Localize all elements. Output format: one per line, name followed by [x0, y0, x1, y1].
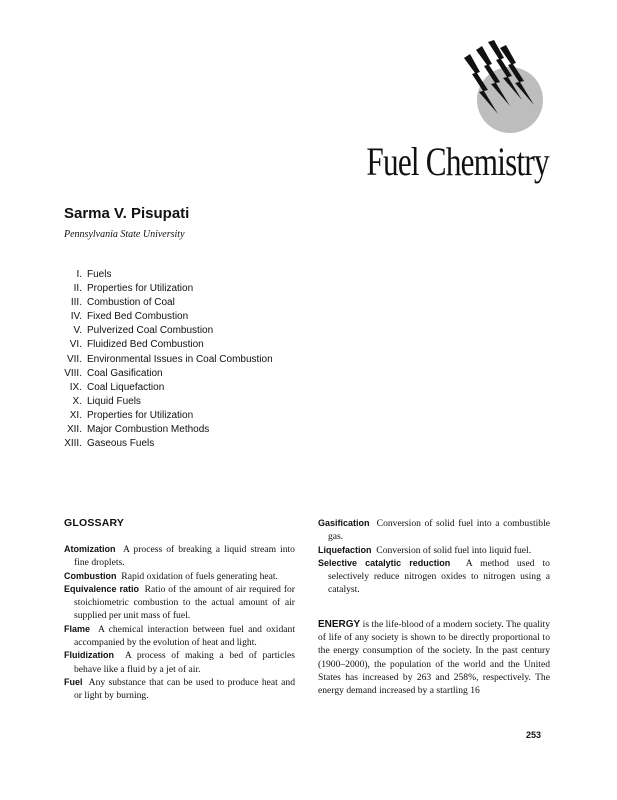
toc-item-label: Fuels [87, 269, 112, 280]
toc-item-label: Pulverized Coal Combustion [87, 325, 214, 337]
glossary-definition: Conversion of solid fuel into a combustible gas. [328, 518, 550, 543]
glossary-term: Atomization [64, 544, 116, 554]
chapter-title: Fuel Chemistry [366, 139, 549, 184]
toc-item-label: Coal Liquefaction [87, 381, 165, 393]
toc-item-number: IX. [69, 381, 82, 393]
toc-item-number: V. [73, 325, 82, 337]
glossary-entry [318, 517, 550, 544]
toc-item[interactable] [60, 310, 273, 324]
toc-item[interactable] [60, 423, 273, 437]
toc-item-label: Fixed Bed Combustion [87, 311, 189, 323]
toc-item-number: IV. [70, 311, 82, 323]
toc-item-number: XII. [66, 424, 82, 436]
glossary-entry [64, 543, 295, 570]
glossary-column-left [64, 543, 295, 703]
glossary-definition: Any substance that can be used to produce heat and or light by burning. [74, 676, 295, 702]
glossary-term: Flame [64, 623, 91, 634]
toc-item[interactable] [60, 381, 273, 395]
glossary-entry [64, 649, 295, 676]
toc-item-label: Coal Gasification [87, 367, 163, 379]
glossary-term: Fluidization [64, 650, 114, 661]
toc-item-label: Liquid Fuels [87, 395, 141, 407]
glossary-definition: Conversion of solid fuel into liquid fuel. [376, 544, 532, 556]
glossary-heading: GLOSSARY [64, 517, 125, 529]
toc-item[interactable] [60, 296, 273, 310]
toc-item-number: X. [72, 395, 82, 407]
toc-item-label: Fluidized Bed Combustion [87, 339, 204, 351]
glossary-definition: Ratio of the amount of air required for stoichiometric combustion to the actual amount of air supplied per unit mass of fuel. [74, 583, 296, 622]
toc-item-number: XIII. [64, 438, 82, 450]
toc-item-number: XI. [69, 409, 82, 421]
toc-item[interactable] [60, 437, 273, 451]
intro-text: is the life-blood of a modern society. The quality of life of any society is shown to be directly proportional to the energy consumption of the society. In the past century (1900–2000), the population of the world and the United States has increased by 263 and 258%, respectively. The energy demand increased by a startling 16 [318, 618, 550, 697]
glossary-entry [318, 544, 550, 557]
glossary-term: Fuel [64, 676, 83, 687]
toc-item-label: Gaseous Fuels [87, 438, 155, 450]
author-affiliation: Pennsylvania State University [64, 229, 185, 240]
glossary-definition: Rapid oxidation of fuels generating heat. [121, 570, 278, 582]
lightning-bolts-icon [462, 40, 552, 135]
glossary-definition: A chemical interaction between fuel and oxidant accompanied by the evolution of heat and light. [74, 623, 295, 649]
glossary-definition: A process of breaking a liquid stream into fine droplets. [74, 544, 295, 569]
intro-paragraph [318, 618, 550, 698]
toc-item-label: Combustion of Coal [87, 297, 175, 309]
glossary-entry [64, 623, 295, 650]
glossary-definition: A method used to selectively reduce nitrogen oxides to nitrogen using a catalyst. [328, 557, 550, 596]
toc-item-number: I. [76, 269, 82, 280]
toc-item-number: VII. [66, 353, 82, 365]
table-of-contents [60, 268, 273, 451]
glossary-entry [64, 583, 295, 623]
glossary-entry [318, 557, 550, 597]
toc-item-label: Properties for Utilization [87, 283, 194, 295]
glossary-entry [64, 570, 295, 583]
glossary-column-right [318, 517, 550, 698]
toc-item-number: III. [70, 297, 82, 309]
glossary-definition: A process of making a bed of particles behave like a fluid by a jet of air. [74, 650, 295, 675]
toc-item[interactable] [60, 367, 273, 381]
author-name: Sarma V. Pisupati [64, 205, 190, 222]
intro-lead: ENERGY [318, 618, 361, 630]
glossary-term: Liquefaction [318, 544, 372, 555]
toc-item-label: Major Combustion Methods [87, 424, 210, 436]
glossary-term: Gasification [318, 518, 370, 528]
page-number: 253 [526, 730, 542, 740]
toc-item[interactable] [60, 268, 273, 282]
toc-item-number: VIII. [64, 367, 82, 379]
toc-item[interactable] [60, 353, 273, 367]
toc-item[interactable] [60, 282, 273, 296]
toc-item-label: Environmental Issues in Coal Combustion [87, 353, 273, 365]
glossary-term: Equivalence ratio [64, 583, 139, 594]
toc-item[interactable] [60, 338, 273, 352]
toc-item-number: II. [73, 283, 82, 295]
toc-item[interactable] [60, 409, 273, 423]
toc-item-number: VI. [69, 339, 82, 351]
glossary-term: Selective catalytic reduction [318, 557, 451, 568]
glossary-entry [64, 676, 295, 703]
glossary-term: Combustion [64, 570, 117, 581]
toc-item-label: Properties for Utilization [87, 409, 194, 421]
toc-item[interactable] [60, 395, 273, 409]
toc-item[interactable] [60, 324, 273, 338]
